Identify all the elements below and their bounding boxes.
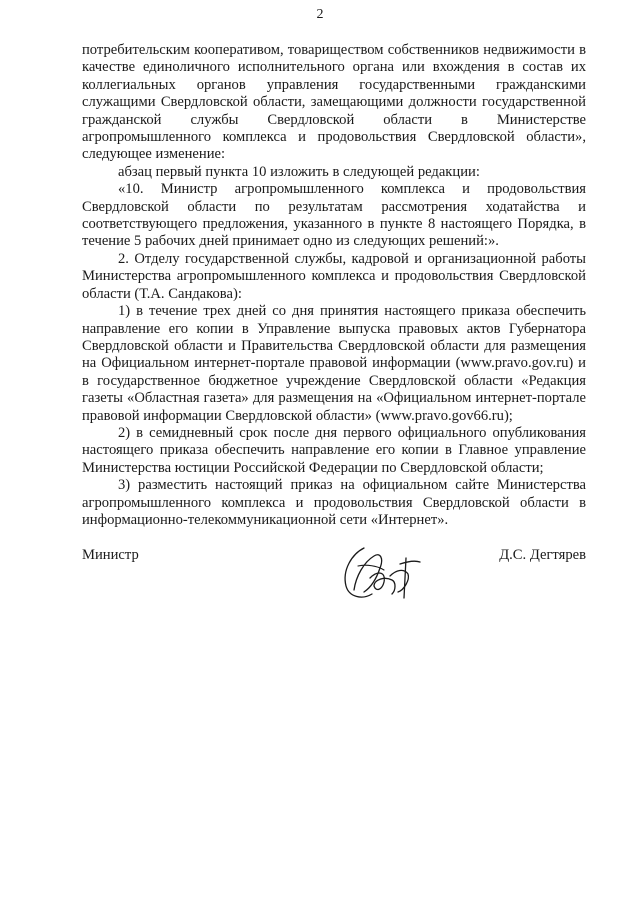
paragraph-continuation: потребительским кооперативом, товариществом собственников недвижимости в качестве единоличного исполнительного органа или вхождения в состав их коллегиальных органов управления государственными гражданскими служащими Свердловской области, замещающими должности государственной гражданской службы Свердловской области в Министерстве агропромышленного комплекса и продовольствия Свердловской области», следующее изменение: [82,42,586,163]
page-number: 2 [316,7,324,22]
paragraph-subitem-2: 2) в семидневный срок после дня первого официального опубликования настоящего приказа обеспечить направление его копии в Главное управление Министерства юстиции Российской Федерации по Свердловской области; [82,424,586,476]
paragraph-subitem-3: 3) разместить настоящий приказ на официальном сайте Министерства агропромышленного комплекса и продовольствия Свердловской области в информационно-телекоммуникационной сети «Интернет». [82,477,586,528]
paragraph-item-2: 2. Отделу государственной службы, кадровой и организационной работы Министерства агропромышленного комплекса и продовольствия Свердловской области (Т.А. Сандакова): [82,250,586,302]
paragraph-amendment-intro: абзац первый пункта 10 изложить в следующей редакции: [118,163,480,180]
signature-block [82,540,586,610]
document-body [82,42,586,529]
signer-title: Министр [82,547,139,563]
paragraph-amendment-text: «10. Министр агропромышленного комплекса и продовольствия Свердловской области по результатам рассмотрения ходатайства и соответствующего предложения, указанного в пункте 8 настоящего Порядка, в течение 5 рабочих дней принимает одно из следующих решений:». [82,181,586,250]
signer-name: Д.С. Дегтярев [499,547,586,563]
handwritten-signature [334,540,426,604]
paragraph-subitem-1: 1) в течение трех дней со дня принятия настоящего приказа обеспечить направление его копии в Управление выпуска правовых актов Губернатора Свердловской области и Правительства Свердловской области для размещения на Официальном интернет-портале правовой информации (www.pravo.gov.ru) и в государственное бюджетное учреждение Свердловской области «Редакция газеты «Областная газета» для размещения на «Официальном интернет-портале правовой информации Свердловской области» (www.pravo.gov66.ru); [82,303,586,424]
